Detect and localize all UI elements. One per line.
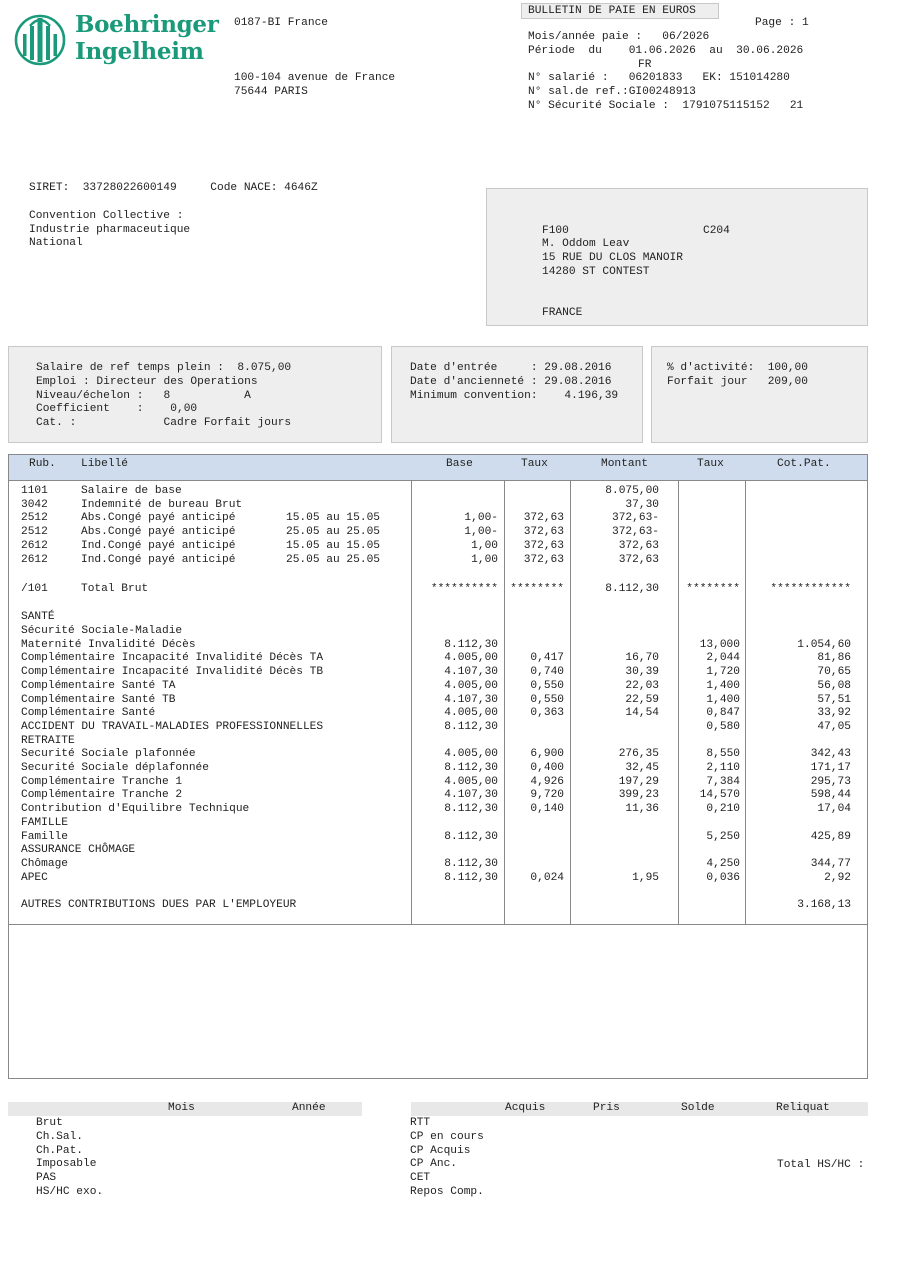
cotisation-libelle: Securité Sociale déplafonnée	[21, 762, 209, 774]
header-cot-pat: Cot.Pat.	[777, 458, 831, 470]
cell-cot: ************	[770, 582, 851, 595]
job-title: Emploi : Directeur des Operations	[36, 376, 258, 388]
seniority-date: Date d'ancienneté : 29.08.2016	[410, 376, 612, 388]
level-grade: Niveau/échelon : 8 A	[36, 390, 251, 402]
pay-period: Période du 01.06.2026 au 30.06.2026	[528, 45, 804, 57]
cell-base: 8.112,30	[444, 871, 498, 884]
cumul-row-label: Brut	[36, 1117, 63, 1129]
cell-taux: 0,363	[530, 707, 564, 720]
cell-base: 8.112,30	[444, 638, 498, 651]
company-address-2: 75644 PARIS	[234, 86, 308, 98]
cotisation-libelle: SANTÉ	[21, 611, 55, 624]
cotisation-libelle: Chômage	[21, 857, 68, 870]
cotisation-libelle: Complémentaire Santé	[21, 707, 156, 720]
cell-rub: 2612	[21, 553, 48, 566]
total-hs-hc: Total HS/HC :	[777, 1159, 865, 1171]
recipient-code-f: F100	[542, 225, 569, 237]
cell-montant: 197,29	[618, 775, 659, 788]
cell-taux: 372,63	[523, 512, 564, 525]
cell-libelle: Abs.Congé payé anticipé	[81, 526, 236, 539]
cell-montant: 22,59	[625, 693, 659, 706]
cotisation-libelle: Contribution d'Equilibre Technique	[21, 803, 250, 816]
cell-base: 4.005,00	[444, 679, 498, 692]
cell-dates: 15.05 au 15.05	[286, 512, 380, 525]
cell-montant: 1,95	[632, 871, 659, 884]
cell-base: **********	[430, 582, 498, 595]
recipient-country: FRANCE	[542, 307, 583, 319]
cell-tauxp: 2,044	[706, 652, 740, 665]
cell-montant: 14,54	[625, 707, 659, 720]
country-code: FR	[638, 59, 652, 71]
cotisation-libelle: Complémentaire Tranche 2	[21, 789, 183, 802]
cell-taux: 0,740	[530, 666, 564, 679]
cell-taux: 372,63	[523, 526, 564, 539]
cell-montant: 372,63-	[612, 526, 659, 539]
recipient-name: M. Oddom Leav	[542, 238, 630, 250]
leave-row-label: CP Anc.	[410, 1158, 457, 1171]
leave-row-label: RTT	[410, 1117, 431, 1129]
siret-line: SIRET: 33728022600149 Code NACE: 4646Z	[29, 182, 318, 194]
logo-line-2: Ingelheim	[75, 38, 204, 65]
cell-libelle: Abs.Congé payé anticipé	[81, 512, 236, 525]
cell-montant: 11,36	[625, 803, 659, 816]
cell-montant: 372,63-	[612, 512, 659, 525]
cell-tauxp: ********	[686, 582, 740, 595]
entry-date: Date d'entrée : 29.08.2016	[410, 362, 612, 374]
social-security-number: N° Sécurité Sociale : 1791075115152 21	[528, 100, 804, 112]
cotisation-libelle: Securité Sociale plafonnée	[21, 748, 196, 761]
cell-libelle: Ind.Congé payé anticipé	[81, 553, 236, 566]
pay-month: Mois/année paie : 06/2026	[528, 31, 710, 43]
cell-montant: 37,30	[625, 498, 659, 511]
cell-rub: 2612	[21, 539, 48, 552]
cell-cot: 70,65	[817, 666, 851, 679]
cumul-row-label: Ch.Pat.	[36, 1144, 83, 1157]
cotisation-libelle: Maternité Invalidité Décès	[21, 638, 196, 651]
leave-row-label: CP Acquis	[410, 1144, 471, 1157]
cumul-row-label: HS/HC exo.	[36, 1186, 104, 1198]
cotisation-libelle: Complémentaire Santé TB	[21, 693, 176, 706]
cell-taux: 372,63	[523, 553, 564, 566]
header-taux-patronal: Taux	[697, 458, 724, 470]
cell-taux: 6,900	[530, 748, 564, 761]
cell-cot: 2,92	[824, 871, 851, 884]
cell-base: 8.112,30	[444, 720, 498, 733]
convention-label: Convention Collective :	[29, 210, 184, 222]
company-code: 0187-BI France	[234, 17, 328, 29]
cotisation-libelle: FAMILLE	[21, 816, 68, 829]
activity-info-box	[651, 346, 868, 443]
cumul-header-month: Mois	[168, 1102, 195, 1114]
cell-taux: ********	[510, 582, 564, 595]
cell-base: 1,00-	[464, 512, 498, 525]
cell-cot: 47,05	[817, 720, 851, 733]
cell-base: 8.112,30	[444, 762, 498, 774]
leave-header-acquis: Acquis	[505, 1102, 546, 1114]
cell-base: 4.107,30	[444, 693, 498, 706]
cotisation-libelle: ASSURANCE CHÔMAGE	[21, 844, 136, 857]
column-divider	[570, 481, 571, 925]
header-libelle: Libellé	[81, 458, 128, 470]
cell-montant: 399,23	[618, 789, 659, 802]
table-body-bottom-line	[9, 924, 867, 925]
minimum-convention: Minimum convention: 4.196,39	[410, 390, 619, 402]
cell-cot: 344,77	[810, 857, 851, 870]
cell-libelle: Indemnité de bureau Brut	[81, 498, 243, 511]
cotisation-libelle: RETRAITE	[21, 734, 75, 747]
employee-number: N° salarié : 06201833 EK: 151014280	[528, 72, 790, 84]
cotisation-libelle: Complémentaire Santé TA	[21, 679, 176, 692]
cell-montant: 22,03	[625, 679, 659, 692]
leave-header	[411, 1102, 868, 1116]
page-number: Page : 1	[755, 17, 809, 29]
cumul-row-label: Imposable	[36, 1158, 97, 1171]
cotisation-libelle: Complémentaire Incapacité Invalidité Décès TB	[21, 666, 324, 679]
cell-base: 4.005,00	[444, 652, 498, 665]
recipient-code-c: C204	[703, 225, 730, 237]
cell-tauxp: 1,400	[706, 693, 740, 706]
cell-tauxp: 1,720	[706, 666, 740, 679]
cell-base: 8.112,30	[444, 857, 498, 870]
cell-libelle: Ind.Congé payé anticipé	[81, 539, 236, 552]
logo-building-icon	[12, 12, 68, 68]
recipient-street: 15 RUE DU CLOS MANOIR	[542, 252, 683, 264]
cell-cot: 81,86	[817, 652, 851, 665]
cell-taux: 4,926	[530, 775, 564, 788]
cell-base: 8.112,30	[444, 830, 498, 843]
cell-taux: 372,63	[523, 539, 564, 552]
company-logo	[12, 10, 219, 68]
table-header	[9, 455, 867, 481]
cell-dates: 15.05 au 15.05	[286, 539, 380, 552]
cell-cot: 295,73	[810, 775, 851, 788]
reference-number: N° sal.de ref.:GI00248913	[528, 86, 696, 98]
cell-montant: 32,45	[625, 762, 659, 774]
cell-taux: 0,417	[530, 652, 564, 665]
cell-base: 1,00-	[464, 526, 498, 539]
cell-taux: 0,400	[530, 762, 564, 774]
cell-cot: 57,51	[817, 693, 851, 706]
leave-row-label: Repos Comp.	[410, 1186, 484, 1198]
day-rate: Forfait jour 209,00	[667, 376, 808, 388]
cell-base: 4.005,00	[444, 748, 498, 761]
cumul-row-label: PAS	[36, 1172, 57, 1185]
cell-tauxp: 4,250	[706, 857, 740, 870]
cell-montant: 372,63	[618, 539, 659, 552]
leave-header-reliquat: Reliquat	[776, 1102, 830, 1114]
cell-cot: 342,43	[810, 748, 851, 761]
cell-libelle: Salaire de base	[81, 485, 182, 497]
cell-base: 4.005,00	[444, 775, 498, 788]
header-rub: Rub.	[29, 458, 56, 470]
cotisation-libelle: Sécurité Sociale-Maladie	[21, 625, 183, 637]
convention-line-1: Industrie pharmaceutique	[29, 224, 191, 236]
leave-row-label: CP en cours	[410, 1130, 484, 1143]
cell-taux: 9,720	[530, 789, 564, 802]
cell-taux: 0,024	[530, 871, 564, 884]
cell-tauxp: 1,400	[706, 679, 740, 692]
cell-montant: 16,70	[625, 652, 659, 665]
cotisation-libelle: Complémentaire Incapacité Invalidité Décès TA	[21, 652, 324, 665]
cell-cot: 56,08	[817, 679, 851, 692]
cell-dates: 25.05 au 25.05	[286, 553, 380, 566]
cell-tauxp: 14,570	[699, 789, 740, 802]
recipient-city: 14280 ST CONTEST	[542, 266, 650, 278]
cotisation-libelle: Complémentaire Tranche 1	[21, 775, 183, 788]
cell-tauxp: 7,384	[706, 775, 740, 788]
cell-tauxp: 0,580	[706, 720, 740, 733]
cumul-header-year: Année	[292, 1102, 326, 1114]
autres-cot-pat: 3.168,13	[797, 899, 851, 911]
cell-base: 4.107,30	[444, 666, 498, 679]
cell-montant: 8.075,00	[605, 485, 659, 497]
cell-cot: 1.054,60	[797, 638, 851, 651]
convention-line-2: National	[29, 237, 83, 249]
cell-tauxp: 0,036	[706, 871, 740, 884]
cumul-header	[8, 1102, 362, 1116]
cell-tauxp: 5,250	[706, 830, 740, 843]
total-libelle: Total Brut	[81, 582, 149, 595]
cell-cot: 171,17	[810, 762, 851, 774]
cell-cot: 598,44	[810, 789, 851, 802]
leave-header-solde: Solde	[681, 1102, 715, 1114]
cell-rub: 3042	[21, 498, 48, 511]
cell-base: 4.107,30	[444, 789, 498, 802]
cell-cot: 33,92	[817, 707, 851, 720]
cell-montant: 276,35	[618, 748, 659, 761]
total-rub: /101	[21, 582, 48, 595]
cell-base: 1,00	[471, 539, 498, 552]
bulletin-title: BULLETIN DE PAIE EN EUROS	[521, 3, 719, 19]
logo-line-1: Boehringer	[75, 11, 219, 38]
autres-libelle: AUTRES CONTRIBUTIONS DUES PAR L'EMPLOYEUR	[21, 899, 297, 911]
cell-tauxp: 0,210	[706, 803, 740, 816]
payslip-table	[8, 454, 868, 1079]
cell-rub: 2512	[21, 526, 48, 539]
coefficient: Coefficient : 0,00	[36, 403, 198, 415]
cell-taux: 0,550	[530, 693, 564, 706]
cell-montant: 30,39	[625, 666, 659, 679]
leave-header-pris: Pris	[593, 1102, 620, 1114]
column-divider	[678, 481, 679, 925]
header-base: Base	[446, 458, 473, 470]
cell-montant: 372,63	[618, 553, 659, 566]
header-montant: Montant	[601, 458, 648, 470]
category: Cat. : Cadre Forfait jours	[36, 417, 292, 429]
cell-tauxp: 13,000	[699, 638, 740, 651]
column-divider	[745, 481, 746, 925]
cell-taux: 0,550	[530, 679, 564, 692]
cell-base: 4.005,00	[444, 707, 498, 720]
cell-tauxp: 8,550	[706, 748, 740, 761]
leave-row-label: CET	[410, 1172, 431, 1185]
cotisation-libelle: ACCIDENT DU TRAVAIL-MALADIES PROFESSIONNELLES	[21, 720, 324, 733]
employment-info-box	[8, 346, 382, 443]
dates-info-box	[391, 346, 643, 443]
column-divider	[411, 481, 412, 925]
cell-taux: 0,140	[530, 803, 564, 816]
recipient-address-box	[486, 188, 868, 326]
cell-montant: 8.112,30	[605, 582, 659, 595]
cell-rub: 1101	[21, 485, 48, 497]
column-divider	[504, 481, 505, 925]
company-address-1: 100-104 avenue de France	[234, 72, 396, 84]
cell-rub: 2512	[21, 512, 48, 525]
cell-base: 1,00	[471, 553, 498, 566]
cell-base: 8.112,30	[444, 803, 498, 816]
header-taux: Taux	[521, 458, 548, 470]
cumul-row-label: Ch.Sal.	[36, 1130, 83, 1143]
cotisation-libelle: Famille	[21, 830, 68, 843]
cell-tauxp: 2,110	[706, 762, 740, 774]
cotisation-libelle: APEC	[21, 871, 48, 884]
cell-cot: 17,04	[817, 803, 851, 816]
activity-rate: % d'activité: 100,00	[667, 362, 808, 374]
cell-dates: 25.05 au 25.05	[286, 526, 380, 539]
reference-salary: Salaire de ref temps plein : 8.075,00	[36, 362, 292, 374]
cell-cot: 425,89	[810, 830, 851, 843]
cell-tauxp: 0,847	[706, 707, 740, 720]
